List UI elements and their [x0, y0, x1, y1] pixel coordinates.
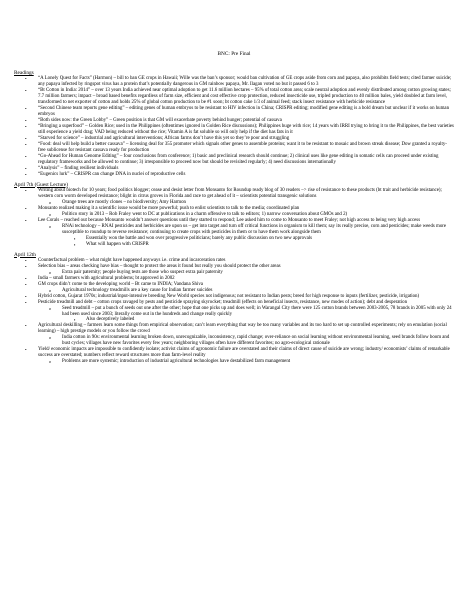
- bullet-item: o Problems are more systemic; introduction of industrial agricultural technologies have destabilized farm management: [14, 359, 454, 365]
- document-body: [14, 70, 454, 365]
- section: [14, 182, 454, 248]
- bullet-item: • Writing about biotech for 10 years; food politics blogger; cease and desist letter from Monsanto for Roundup ready blog of 30 readers –> rise of resistance to these products (bt trait and herbicide resistance); western corn worm developed resistance; blight in citrus groves in Florida and race to get ahead of it – scientists potential transgenic solutions: [14, 188, 454, 200]
- bullet-item: • GM crops didn’t come to the developing world – Bt came to INDIA; Vandana Shiva: [14, 282, 454, 288]
- bullet-item: ▪ What will happen with CRISPR: [14, 242, 454, 248]
- bullet-item: • “Starved for science” – industrial and agricultural interventions; African farms don’t have this yet so they’re poor and struggling: [14, 136, 454, 142]
- section: [14, 70, 454, 178]
- bullet-list: [14, 124, 454, 136]
- bullet-item: • Pesticide treadmill and debt – cotton crops ravaged by pests and pesticide spraying skyrocket; treadmill (effects on beneficial insects, resistance, new modes of action); debt and desperation: [14, 300, 454, 306]
- bullet-item: • “Bringing a superfood” – Golden Rice; used in the Philippines (oftentimes ignored in Golden Rice discussions); Philippines huge with rice; 14 years with IRRI trying to bring it to the Philippines, the best varieties still experience a yield drag; VAD being reduced without the rice; Vitamin A is fat soluble so will only help if the diet has fats in it: [14, 124, 454, 136]
- bullet-item: • Yield/ economic impacts are impossible to confidently isolate; activist claims of agronomic failure are overstated and their claims of direct cause of suicide are wrong; industry/ economists’ claims of remarkable success are overstated; numbers reflect reward structures more than farm-level reality: [14, 347, 454, 359]
- bullet-list: [14, 76, 454, 88]
- bullet-item: o Politico story in 2013 – Rob Fraley went to DC at publications in a charm offensive to talk to editors; 1) narrow conversation about GMOs and 2): [14, 212, 454, 218]
- bullet-list: [14, 323, 454, 335]
- section-heading: Readings: [14, 70, 34, 76]
- bullet-item: • Agricultural deskilling – farmers learn some things from empirical observation; can’t learn everything that way be too many variables and its too hard to set up controlled experiments; rely on emulation (social learning) – high prestige models or you follow the crowd: [14, 323, 454, 335]
- bullet-list: [14, 188, 454, 200]
- bullet-list: [14, 142, 454, 154]
- bullet-item: • “Analysis” – finding resilient individuals: [14, 166, 454, 172]
- bullet-item: • “Bt Cotton in India: 2014” – over 13 years India achieved near optimal adoption to get 11.6 million hectares – 95% of total cotton area; scale neutral adoption and evenly distributed among cotton growing states; 7.7 million farmers; impact – broad based benefits regardless of farm size, efficient and cost effective crop protection, reduced insecticide use, tripled production to 40 million bales, yield doubled at farm level, transformed to net exporter of cotton and holds 25% of global cotton production to be #1 soon; bt cotton cake 1/3 of animal feed; stack insect resistance with herbicide resistance: [14, 88, 454, 106]
- bullet-list: [14, 306, 454, 318]
- section-heading: April 7th (Guest Lecture): [14, 181, 68, 188]
- bullet-item: o Extra pair paternity; people buying tests are those who suspect extra pair paternity: [14, 270, 454, 276]
- bullet-list: [14, 88, 454, 106]
- bullet-item: o Agricultural technology treadmills are a key cause for Indian farmer suicides: [14, 288, 454, 294]
- bullet-list: [14, 106, 454, 118]
- bullet-item: • Monsanto realized making it a scientific issue would be more powerful; push to enlist scientists to talk to the media; coordinated plan: [14, 206, 454, 212]
- bullet-item: o Orange trees are mostly clones – no biodiversity; Amy Harmon: [14, 200, 454, 206]
- bullet-list: [14, 224, 454, 236]
- bullet-list: [14, 347, 454, 359]
- bullet-list: [14, 335, 454, 347]
- bullet-item: o RNAi technology – RNAI pesticides and herbicides are upon us – get into target and turn off critical functions in organism to kill them; say its really precise, corn and pesticides; make weeds more susceptible to roundup to reverse resistance; continuing to create crops with pesticides in them or to have them work alongside them: [14, 224, 454, 236]
- bullet-list: [14, 242, 454, 248]
- bullet-item: • Hybrid cotton, Gujarat 1970s; industrial/input-intensive breeding New World species not indigenous; not resistant to Indian pests; breed for high response to inputs (fertilizer, pesticide, irrigation): [14, 294, 454, 300]
- bullet-item: • “A Lonely Quest for Facts” (Harmon) – bill to ban GE crops in Hawaii; Wille was the ban’s sponsor; would ban cultivation of GE crops aside from corn and papaya, also prohibits field tests; cited farmer suicide; any papaya infected by ringspot virus has a protein that’s potentially dangerous in GM rainbow papaya, Mr. Ilagan voted no but it passed 6 to 3: [14, 76, 454, 88]
- bullet-item: o India cotton in 90s: environmental learning broken down, unrecognizable, inconsistency, rapid change; over-reliance on social learning without environmental learning, seed brands follow boom and bust cycles; villages have new favorites every few years; neighboring villages often have different favorites; no agro-ecological rationale: [14, 335, 454, 347]
- bullet-item: o Seed treadmill – put a bunch of seeds out one after the other; hope that one picks up and does well; in Warangal City there were 125 cotton brands between 2003-2005, 78 brands in 2005 with only 24 had been used since 2003; literally come out in the hundreds and change really quickly: [14, 306, 454, 318]
- bullet-list: [14, 172, 454, 178]
- bullet-item: • “Food: deal will help build a better cassava” – licensing deal for 355 promoter which signals other genes to assemble proteins; want it to be resistant to mosaic and brown streak disease; Dow granted a royalty-free sublicense for resistant cassava ready for production: [14, 142, 454, 154]
- section-heading: April 12th: [14, 251, 36, 258]
- bullet-item: • Selection bias – areas checking have bias – thought to protect the areas it found but really you should protect the other areas: [14, 264, 454, 270]
- bullet-item: • “Both sides now: the Green Lobby” – Green position is that GM will exacerbate poverty behind hunger; potential of cassava: [14, 118, 454, 124]
- bullet-item: • “Eugenics lurk” – CRISPR can change DNA in nuclei of reproductive cells: [14, 172, 454, 178]
- bullet-item: • Lee Corals – reached out because Monsanto wouldn’t answer questions until they started to respond; Lee asked him to come to Monsanto to meet Fraley; not high access to being very high access: [14, 218, 454, 224]
- bullet-item: • “Second Chinese team reports gene editing” – editing genes of human embryos to be resistant to HIV infection in China; CRISPR editing; modified gene editing is a bold dream but unclear if it works on human embryos: [14, 106, 454, 118]
- bullet-list: [14, 154, 454, 166]
- bullet-list: [14, 359, 454, 365]
- document-title: BNC: Pre Final: [217, 51, 251, 57]
- bullet-item: ▪ Also deceptively labeled: [14, 317, 454, 323]
- bullet-item: ▪ Essentially won the battle and won over progressive politicians; barely any public discussion on two new approvals: [14, 236, 454, 242]
- bullet-item: • Counterfactual problem – what might have happened anyways i.e. crime and incarceration rates: [14, 258, 454, 264]
- section: [14, 252, 454, 366]
- bullet-item: • “Go-Ahead for Human Genome Editing” – four conclusions from conference; 1) basic and preclinical research should continue; 2) clinical uses like gene editing in somatic cells can proceed under existing regulatory frameworks and be allowed to continue; 3) irresponsible to proceed now but should be revisited regularly; 4) need discussions internationally: [14, 154, 454, 166]
- bullet-item: • India – small farmers with agricultural problems; bt approved in 2002: [14, 276, 454, 282]
